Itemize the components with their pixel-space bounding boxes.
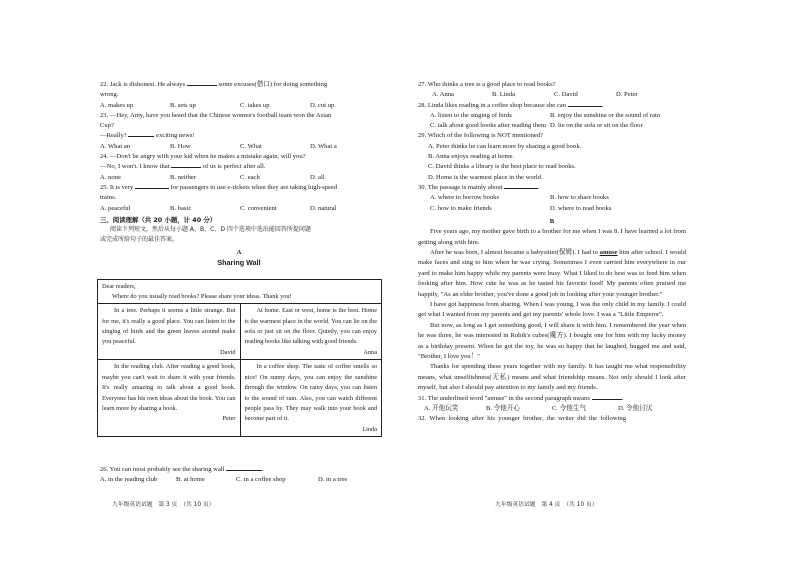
question-27: 27. Who thinks a tree is a good place to read books? <box>418 81 556 88</box>
passage-b-paragraph: I have got happiness from sharing. When I was young, I was the only child in my family. I could get what I wanted from my parents and get my parents' whole love. I was a "Little Emperor". <box>418 301 686 319</box>
question-26-options: A. in the reading club B. at home C. in a coffee shop D. in a tree <box>100 476 348 484</box>
author-name: Peter <box>222 415 236 423</box>
right-column: 27. Who thinks a tree is a good place to read books? A. Anna B. Linda C. David D. Peter 28. Linda likes reading in a coffee shop because she can . A. listen to the singing of birds B. enjoy the sunshine or the sound of rain C. talk about good books after reading them D. lie on the sofa or sit on the floor 29. Which of the following is NOT mentioned? A. Peter thinks he can learn more by sharing a good book. B. Anna enjoys reading at home. C. David thinks a library is the best place to read books. D. Home is the warmest place in the world. 30. The passage is mainly about . A. where to borrow books B. how to share books C. how to make friends D. where to read books B Five years ago, my mother gave birth to a brother for me when I was 8. I have learned a lot from getting along with him. After he was born, I almost became a babysitter(保姆). I had to amuse him after school. I would make faces and sing to him when he was crying. Sometimes I even carried him everywhere in our yard to make him happy while my parents were busy. What I liked to do best was to feed him when looking after him. How cute he was as he tasted his favorite food! My parents often praised me happily, "As an elder brother, you've done a good job in looking after your younger brother." I have got happiness from sharing. When I was young, I was the only child in my family. I could get what I wanted from my parents and get my parents' whole love. I was a "Little Emperor". But now, as long as I get something good, I will share it with him. I remembered the year when he was three, he was interested in Rubik's cubes(魔方). I bought one for him with my lucky money as a birthday present. When he got the toy, he was so happy that he laughed, hugged me and said, "Brother, I love you！" Thanks for spending these years together with my family. It has taught me what responsibility means, what unselfishness(无私) means and what friendship means. Not only should I look after myself, but also I should pay attention to my family and my friends. 31. The underlined word "amuse" in the second paragraph means . A. 开他玩笑 B. 令他开心 C. 令他生气 D. 令他讨厌 32. When looking after his younger brother, the writer did the following <box>418 80 686 425</box>
question-23-options: A. What an B. How C. What D. What a <box>100 142 337 150</box>
question-25: 25. It is very for passengers to use e-tickets when they are taking high-speed <box>100 183 338 191</box>
section-instructions: 阅读下列短文，然后从每小题 A、B、C、D 四个选项中选出能回答所提问题 <box>110 226 311 234</box>
wall-row <box>98 359 381 436</box>
question-27-options: A. Anna B. Linda C. David D. Peter <box>432 91 638 99</box>
passage-b-paragraph: After he was born, I almost became a babysitter(保姆). I had to amuse him after school. I would make faces and sing to him when he was crying. Sometimes I even carried him everywhere in our yard to make him happy while my parents were busy. What I liked to do best was to feed him when looking after him. How cute he was as he tasted his favorite food! My parents often praised me happily, "As an elder brother, you've done a good job in looking after your younger brother." <box>418 248 686 298</box>
answer-blank <box>504 188 538 189</box>
author-name: Anna <box>363 348 377 356</box>
answer-blank <box>592 399 622 400</box>
wall-post-linda: In a coffee shop. The taste of coffee smells so nice! On sunny days, you can enjoy the sunshine through the window. On rainy days, you can listen to the sound of rain. Also, you can watch different people pass by. They may walk into your book and become part of it. Linda <box>240 360 382 436</box>
author-name: David <box>220 348 236 356</box>
passage-b-letter: B <box>549 217 555 225</box>
page-footer-left: 九年级英语试题 第 3 页 （共 10 页） <box>112 502 215 508</box>
page-footer-right: 九年级英语试题 第 4 页 （共 10 页） <box>495 502 598 508</box>
question-22-options: A. makes up B. sets up C. takes up D. cut up <box>100 101 335 109</box>
question-24-options: A. none B. neither C. each D. all <box>100 173 325 181</box>
left-column: 22. Jack is dishonest. He always some excuses(借口) for doing something wrong. A. makes up B. sets up C. takes up D. cut up 23. —Hey, Amy, have you heard that the Chinese women's football team won the Asian Cup? —Really? exciting news! A. What an B. How C. What D. What a 24. —Don't be angry with your kid when he makes a mistake again, will you? —No, I won't. I know that of us is perfect after all. A. none B. neither C. each D. all 25. It is very for passengers to use e-tickets when they are taking high-speed trains. A. peaceful B. basic C. convenient D. natural 三、阅读理解（共 20 小题，计 40 分） 阅读下列短文，然后从每小题 A、B、C、D 四个选项中选出能回答所提问题 或完成所给句子的最佳答案。 A Sharing Wall <box>100 80 378 271</box>
answer-blank <box>171 167 201 168</box>
question-30: 30. The passage is mainly about . <box>418 183 540 191</box>
answer-blank <box>568 106 602 107</box>
sharing-wall-table <box>97 279 382 437</box>
underlined-word: amuse <box>599 248 618 256</box>
question-26: 26. You can most probably see the sharing wall . A. in the reading club B. at home C. in a coffee shop D. in a tree <box>100 465 378 486</box>
answer-blank <box>187 85 217 86</box>
sharing-wall-header: Dear readers, Where do you usually read books? Please share your ideas. Thank you! <box>98 280 381 304</box>
question-32: 32. When looking after his younger brother, the writer did the following <box>418 415 627 423</box>
question-22: 22. Jack is dishonest. He always some excuses(借口) for doing something <box>100 81 328 88</box>
author-name: Linda <box>362 425 377 433</box>
sharing-wall-title: Sharing Wall <box>217 258 261 268</box>
section-heading: 三、阅读理解（共 20 小题，计 40 分） <box>100 215 217 224</box>
question-31-options: A. 开他玩笑 B. 令他开心 C. 令他生气 D. 令他讨厌 <box>424 404 653 412</box>
question-29: 29. Which of the following is NOT mentioned? <box>418 132 544 140</box>
passage-b-paragraph: Five years ago, my mother gave birth to a brother for me when I was 8. I have learned a lot from getting along with him. <box>418 228 686 246</box>
question-24: 24. —Don't be angry with your kid when he makes a mistake again, will you? <box>100 153 306 161</box>
passage-b-paragraph: Thanks for spending these years together with my family. It has taught me what responsibility means, what unselfishness(无私) means and what friendship means. Not only should I look after myself, but also I should pay attention to my family and my friends. <box>418 363 686 392</box>
wall-post-david: In a tree. Perhaps it seems a little strange. But for me, it's really a good place. You can listen to the singing of birds and the green leaves around make you peaceful. David <box>102 307 236 356</box>
passage-a-letter: A <box>236 249 242 257</box>
wall-row <box>98 304 381 359</box>
wall-post-peter: In the reading club. After reading a good book, maybe you can't wait to share it with your friends. It's really amazing to talk about a good book. Everyone has his own ideas about the book. You can learn more by sharing a book. Peter <box>102 363 236 423</box>
answer-blank <box>135 188 169 189</box>
answer-blank <box>128 136 154 137</box>
question-31: 31. The underlined word "amuse" in the second paragraph means . <box>418 394 624 402</box>
answer-blank <box>226 470 262 471</box>
passage-b-paragraph: But now, as long as I get something good, I will share it with him. I remembered the year when he was three, he was interested in Rubik's cubes(魔方). I bought one for him with my lucky money as a birthday present. When he got the toy, he was so happy that he laughed, hugged me and said, "Brother, I love you！" <box>418 321 686 361</box>
wall-post-anna: At home. East or west, home is the best. Home is the warmest place in the world. You can lie on the sofa or just sit on the floor. Quietly, you can enjoy reading books like talking with good friends. Anna <box>240 304 382 359</box>
question-25-options: A. peaceful B. basic C. convenient D. natural <box>100 204 337 212</box>
question-28: 28. Linda likes reading in a coffee shop because she can . <box>418 101 604 109</box>
question-23: 23. —Hey, Amy, have you heard that the Chinese women's football team won the Asian <box>100 111 332 119</box>
